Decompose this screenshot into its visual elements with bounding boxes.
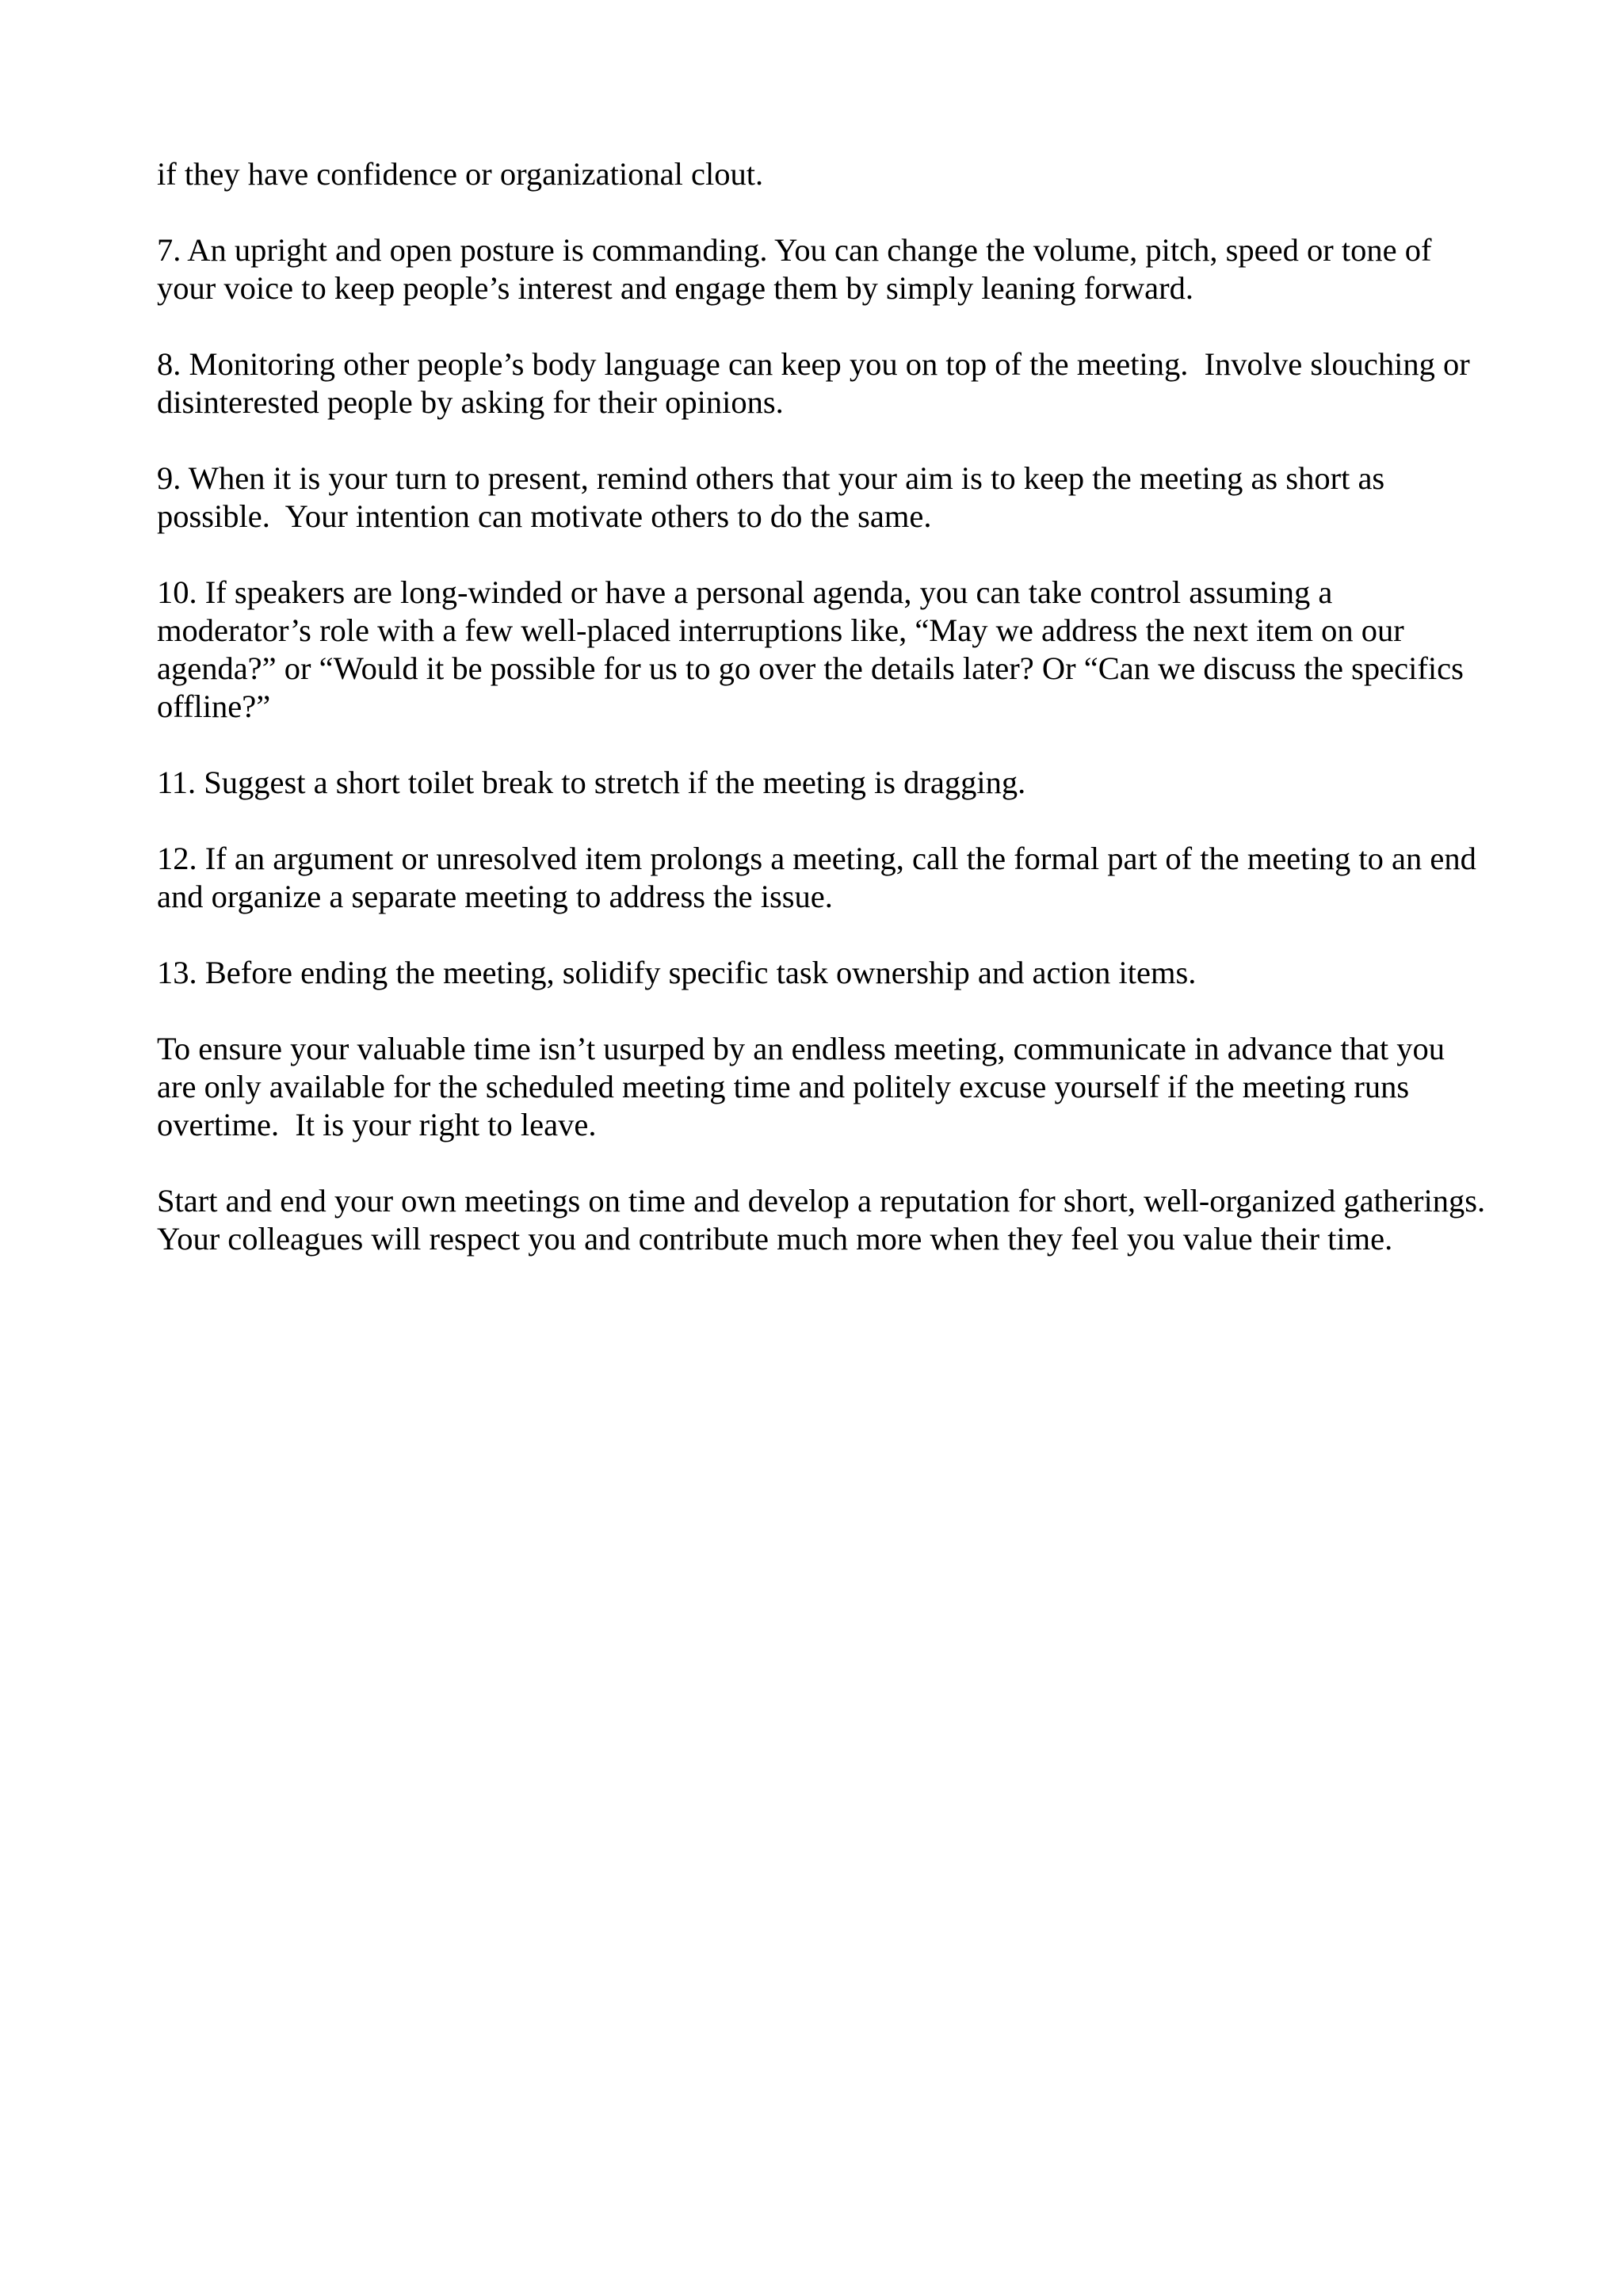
paragraph-item-13: 13. Before ending the meeting, solidify specific task ownership and action items. [157, 955, 1197, 990]
document-page [157, 155, 1492, 1296]
paragraph-item-8: 8. Monitoring other people’s body language can keep you on top of the meeting. Involve slouching or disinterested people by asking for their opinions. [157, 346, 1478, 420]
paragraph-item-11: 11. Suggest a short toilet break to stretch if the meeting is dragging. [157, 765, 1026, 800]
paragraph-item-7: 7. An upright and open posture is commanding. You can change the volume, pitch, speed or tone of your voice to keep people’s interest and engage them by simply leaning forward. [157, 232, 1440, 306]
paragraph-conclusion-2: Start and end your own meetings on time and develop a reputation for short, well-organized gatherings. Your colleagues will respect you and contribute much more when they feel you value their time. [157, 1183, 1492, 1257]
paragraph-continuation: if they have confidence or organizational clout. [157, 156, 764, 192]
paragraph-item-10: 10. If speakers are long-winded or have a personal agenda, you can take control assuming a moderator’s role with a few well-placed interruptions like, “May we address the next item on our agenda?” or “Would it be possible for us to go over the details later? Or “Can we discuss the specifics offline?” [157, 574, 1472, 724]
paragraph-conclusion-1: To ensure your valuable time isn’t usurped by an endless meeting, communicate in advance that you are only available for the scheduled meeting time and politely excuse yourself if the meeting runs overtime. It is your right to leave. [157, 1031, 1453, 1142]
paragraph-item-9: 9. When it is your turn to present, remind others that your aim is to keep the meeting as short as possible. Your intention can motivate others to do the same. [157, 460, 1393, 534]
paragraph-item-12: 12. If an argument or unresolved item prolongs a meeting, call the formal part of the meeting to an end and organize a separate meeting to address the issue. [157, 841, 1484, 914]
